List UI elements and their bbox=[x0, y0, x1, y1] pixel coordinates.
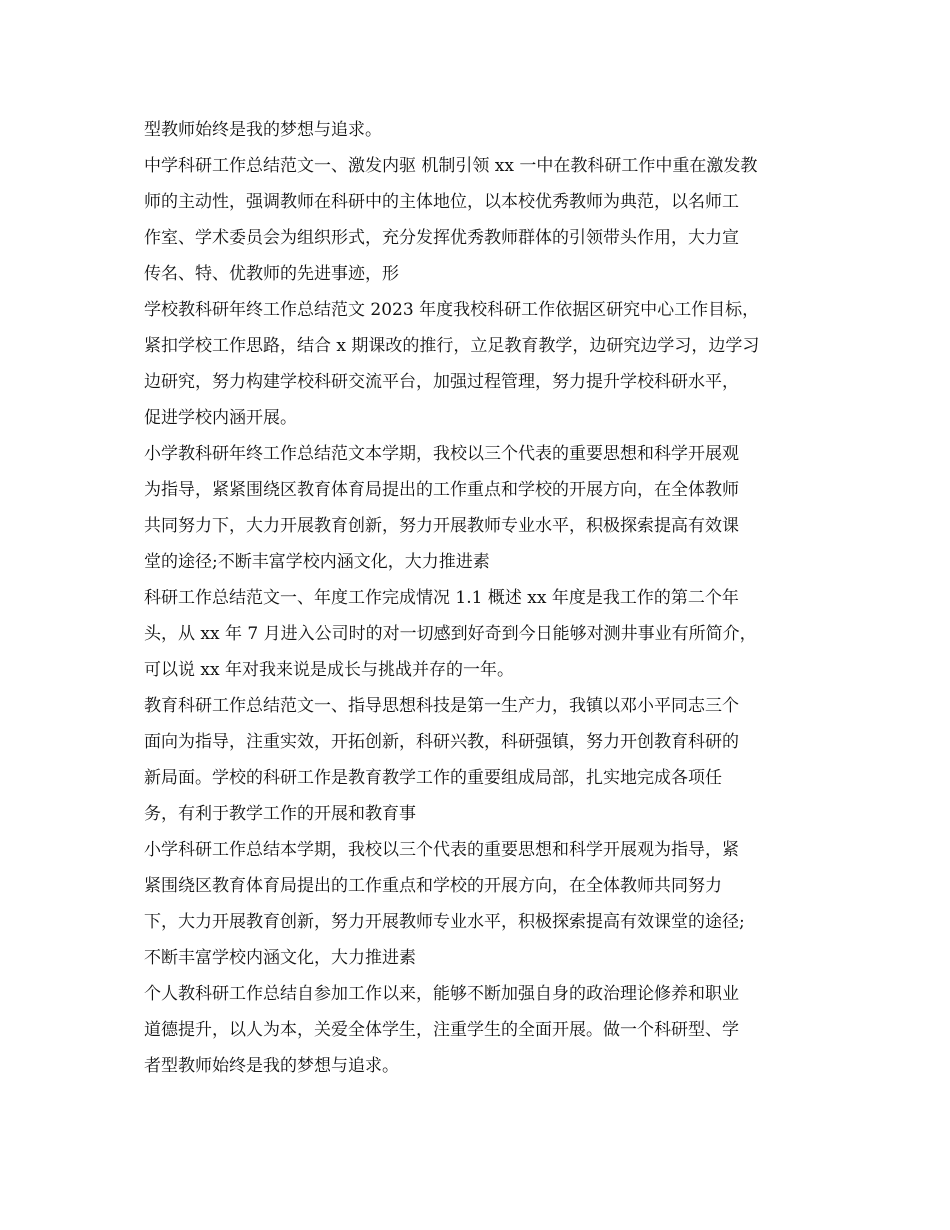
text-line: 下，大力开展教育创新，努力开展教师专业水平，积极探索提高有效课堂的途径; bbox=[144, 912, 745, 932]
paragraph-3 bbox=[144, 292, 814, 436]
text-line: 为指导，紧紧围绕区教育体育局提出的工作重点和学校的开展方向，在全体教师 bbox=[144, 480, 739, 500]
text-line: 新局面。学校的科研工作是教育教学工作的重要组成局部，扎实地完成各项任 bbox=[144, 768, 722, 788]
text-line: 个人教科研工作总结自参加工作以来，能够不断加强自身的政治理论修养和职业 bbox=[144, 984, 739, 1004]
paragraph-8 bbox=[144, 976, 814, 1084]
paragraph-7 bbox=[144, 832, 814, 976]
text-line: 教育科研工作总结范文一、指导思想科技是第一生产力，我镇以邓小平同志三个 bbox=[144, 696, 739, 716]
text-line: 共同努力下，大力开展教育创新，努力开展教师专业水平，积极探索提高有效课 bbox=[144, 516, 739, 536]
text-line: 面向为指导，注重实效，开拓创新，科研兴教，科研强镇，努力开创教育科研的 bbox=[144, 732, 739, 752]
document-body bbox=[144, 112, 814, 1084]
text-line: 堂的途径;不断丰富学校内涵文化，大力推进素 bbox=[144, 552, 490, 572]
paragraph-6 bbox=[144, 688, 814, 832]
text-line: 紧扣学校工作思路，结合 x 期课改的推行，立足教育教学，边研究边学习，边学习 bbox=[144, 336, 760, 356]
paragraph-4 bbox=[144, 436, 814, 580]
text-line: 小学科研工作总结本学期，我校以三个代表的重要思想和科学开展观为指导，紧 bbox=[144, 840, 739, 860]
text-line: 传名、特、优教师的先进事迹，形 bbox=[144, 264, 399, 284]
text-line: 科研工作总结范文一、年度工作完成情况 1.1 概述 xx 年度是我工作的第二个年 bbox=[144, 588, 739, 608]
text-line: 务，有利于教学工作的开展和教育事 bbox=[144, 804, 416, 824]
text-line: 可以说 xx 年对我来说是成长与挑战并存的一年。 bbox=[144, 660, 514, 680]
paragraph-1 bbox=[144, 112, 814, 148]
text-line: 中学科研工作总结范文一、激发内驱 机制引领 xx 一中在教科研工作中重在激发教 bbox=[144, 156, 758, 176]
text-line: 道德提升，以人为本，关爱全体学生，注重学生的全面开展。做一个科研型、学 bbox=[144, 1020, 739, 1040]
paragraph-2 bbox=[144, 148, 814, 292]
text-line: 促进学校内涵开展。 bbox=[144, 408, 297, 428]
paragraph-5 bbox=[144, 580, 814, 688]
text-line: 师的主动性，强调教师在科研中的主体地位，以本校优秀教师为典范，以名师工 bbox=[144, 192, 739, 212]
text-line: 头，从 xx 年 7 月进入公司时的对一切感到好奇到今日能够对测井事业有所简介， bbox=[144, 624, 757, 644]
text-line: 者型教师始终是我的梦想与追求。 bbox=[144, 1056, 399, 1076]
text-line: 作室、学术委员会为组织形式，充分发挥优秀教师群体的引领带头作用，大力宣 bbox=[144, 228, 739, 248]
text-line: 紧围绕区教育体育局提出的工作重点和学校的开展方向，在全体教师共同努力 bbox=[144, 876, 722, 896]
text-line: 小学教科研年终工作总结范文本学期，我校以三个代表的重要思想和科学开展观 bbox=[144, 444, 739, 464]
text-line: 边研究，努力构建学校科研交流平台，加强过程管理，努力提升学校科研水平， bbox=[144, 372, 739, 392]
text-line: 型教师始终是我的梦想与追求。 bbox=[144, 120, 382, 140]
text-line: 学校教科研年终工作总结范文 2023 年度我校科研工作依据区研究中心工作目标， bbox=[144, 300, 760, 320]
text-line: 不断丰富学校内涵文化，大力推进素 bbox=[144, 948, 416, 968]
